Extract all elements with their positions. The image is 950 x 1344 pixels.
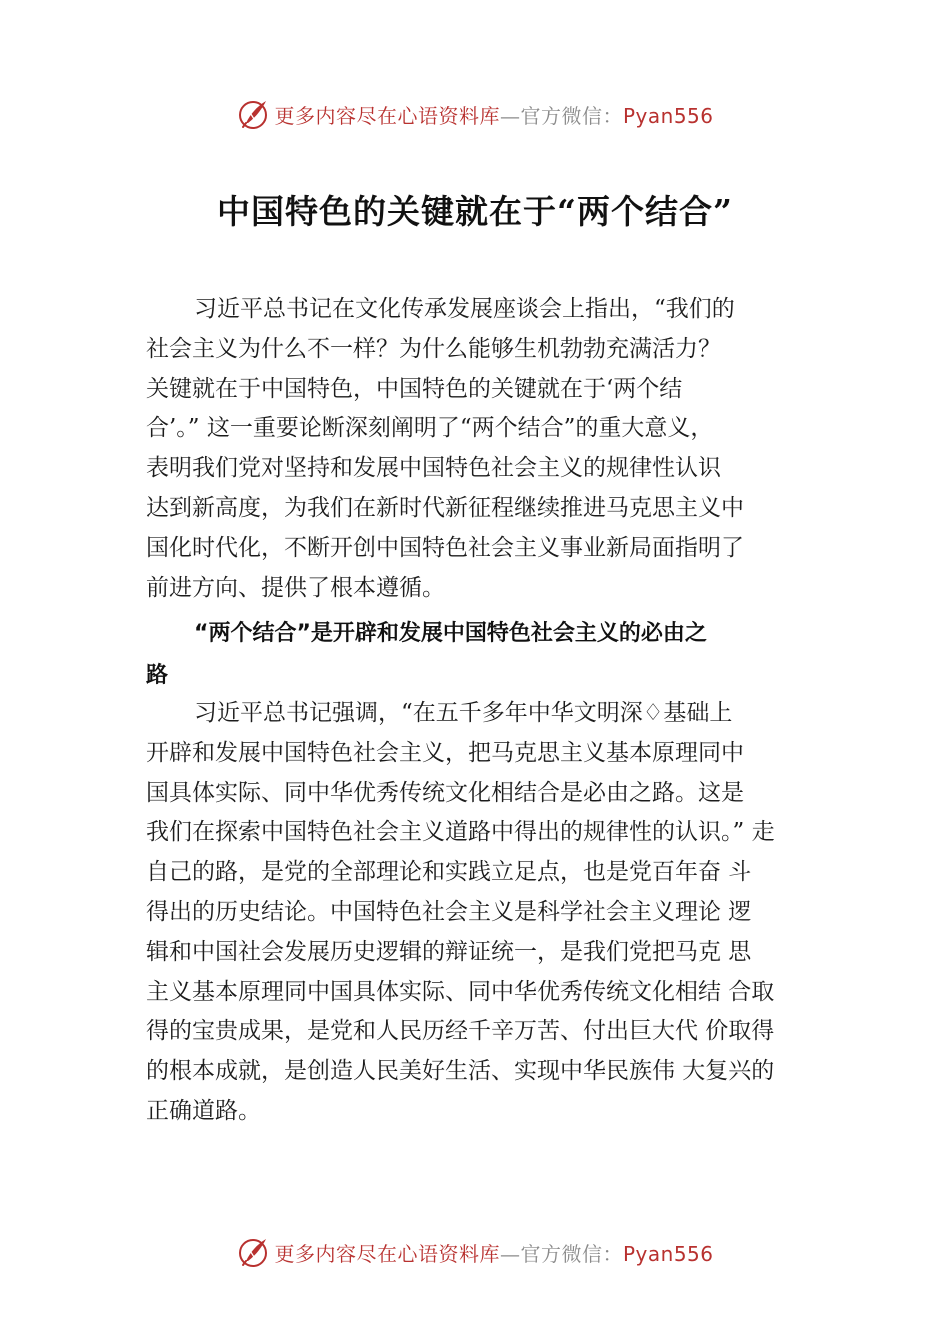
quill-logo-icon: [236, 97, 270, 131]
paragraph-line: 关键就在于中国特色，中国特色的关键就在于‘两个结: [146, 375, 683, 402]
paragraph-line: 前进方向、提供了根本遵循。: [146, 574, 445, 601]
quill-logo-icon: [236, 1235, 270, 1269]
paragraph-body: [146, 694, 836, 1132]
watermark-text-label: —官方微信：: [499, 103, 623, 128]
footer-watermark: [0, 1232, 950, 1272]
section-heading: [146, 613, 836, 697]
paragraph-line: 表明我们党对坚持和发展中国特色社会主义的规律性认识: [146, 455, 721, 482]
header-watermark: [0, 94, 950, 134]
paragraph-line: 国具体实际、同中华优秀传统文化相结合是必由之路。这是: [146, 779, 744, 806]
paragraph-line: 自己的路，是党的全部理论和实践立足点，也是党百年奋 斗: [146, 859, 752, 886]
paragraph-line: 国化时代化，不断开创中国特色社会主义事业新局面指明了: [146, 534, 744, 561]
paragraph-line: 社会主义为什么不一样？为什么能够生机勃勃充满活力？: [146, 335, 721, 362]
paragraph-line: 得出的历史结论。中国特色社会主义是科学社会主义理论 逻: [146, 898, 752, 925]
section-heading-line: 路: [146, 663, 169, 688]
paragraph-line: 得的宝贵成果，是党和人民历经千辛万苦、付出巨大代 价取得: [146, 1018, 775, 1045]
paragraph-line: 主义基本原理同中国具体实际、同中华优秀传统文化相结 合取: [146, 978, 775, 1005]
paragraph-line: 的根本成就，是创造人民美好生活、实现中华民族伟 大复兴的: [146, 1058, 775, 1085]
document-title: 中国特色的关键就在于“两个结合”: [217, 192, 733, 231]
watermark-text-label: —官方微信：: [499, 1241, 623, 1266]
paragraph-line: 开辟和发展中国特色社会主义，把马克思主义基本原理同中: [146, 739, 744, 766]
watermark-text: [274, 1238, 713, 1267]
watermark-text-main: 更多内容尽在心语资料库: [274, 1241, 500, 1266]
paragraph-line: 辑和中国社会发展历史逻辑的辩证统一，是我们党把马克 思: [146, 938, 752, 965]
watermark-text: [274, 100, 713, 129]
paragraph-line: 正确道路。: [146, 1097, 261, 1124]
paragraph-line: 我们在探索中国特色社会主义道路中得出的规律性的认识。” 走: [146, 819, 775, 846]
paragraph-line: 习近平总书记在文化传承发展座谈会上指出，“我们的: [194, 296, 735, 322]
paragraph-line: 达到新高度，为我们在新时代新征程继续推进马克思主义中: [146, 494, 744, 521]
paragraph-line: 合’。” 这一重要论断深刻阐明了“两个结合”的重大意义，: [146, 415, 714, 442]
watermark-text-main: 更多内容尽在心语资料库: [274, 103, 500, 128]
watermark-wechat-id: Pyan556: [622, 103, 714, 128]
paragraph-intro: [146, 290, 836, 608]
section-heading-line: “两个结合”是开辟和发展中国特色社会主义的必由之: [194, 621, 707, 646]
watermark-wechat-id: Pyan556: [622, 1241, 714, 1266]
paragraph-line: 习近平总书记强调，“在五千多年中华文明深♢基础上: [194, 700, 733, 726]
